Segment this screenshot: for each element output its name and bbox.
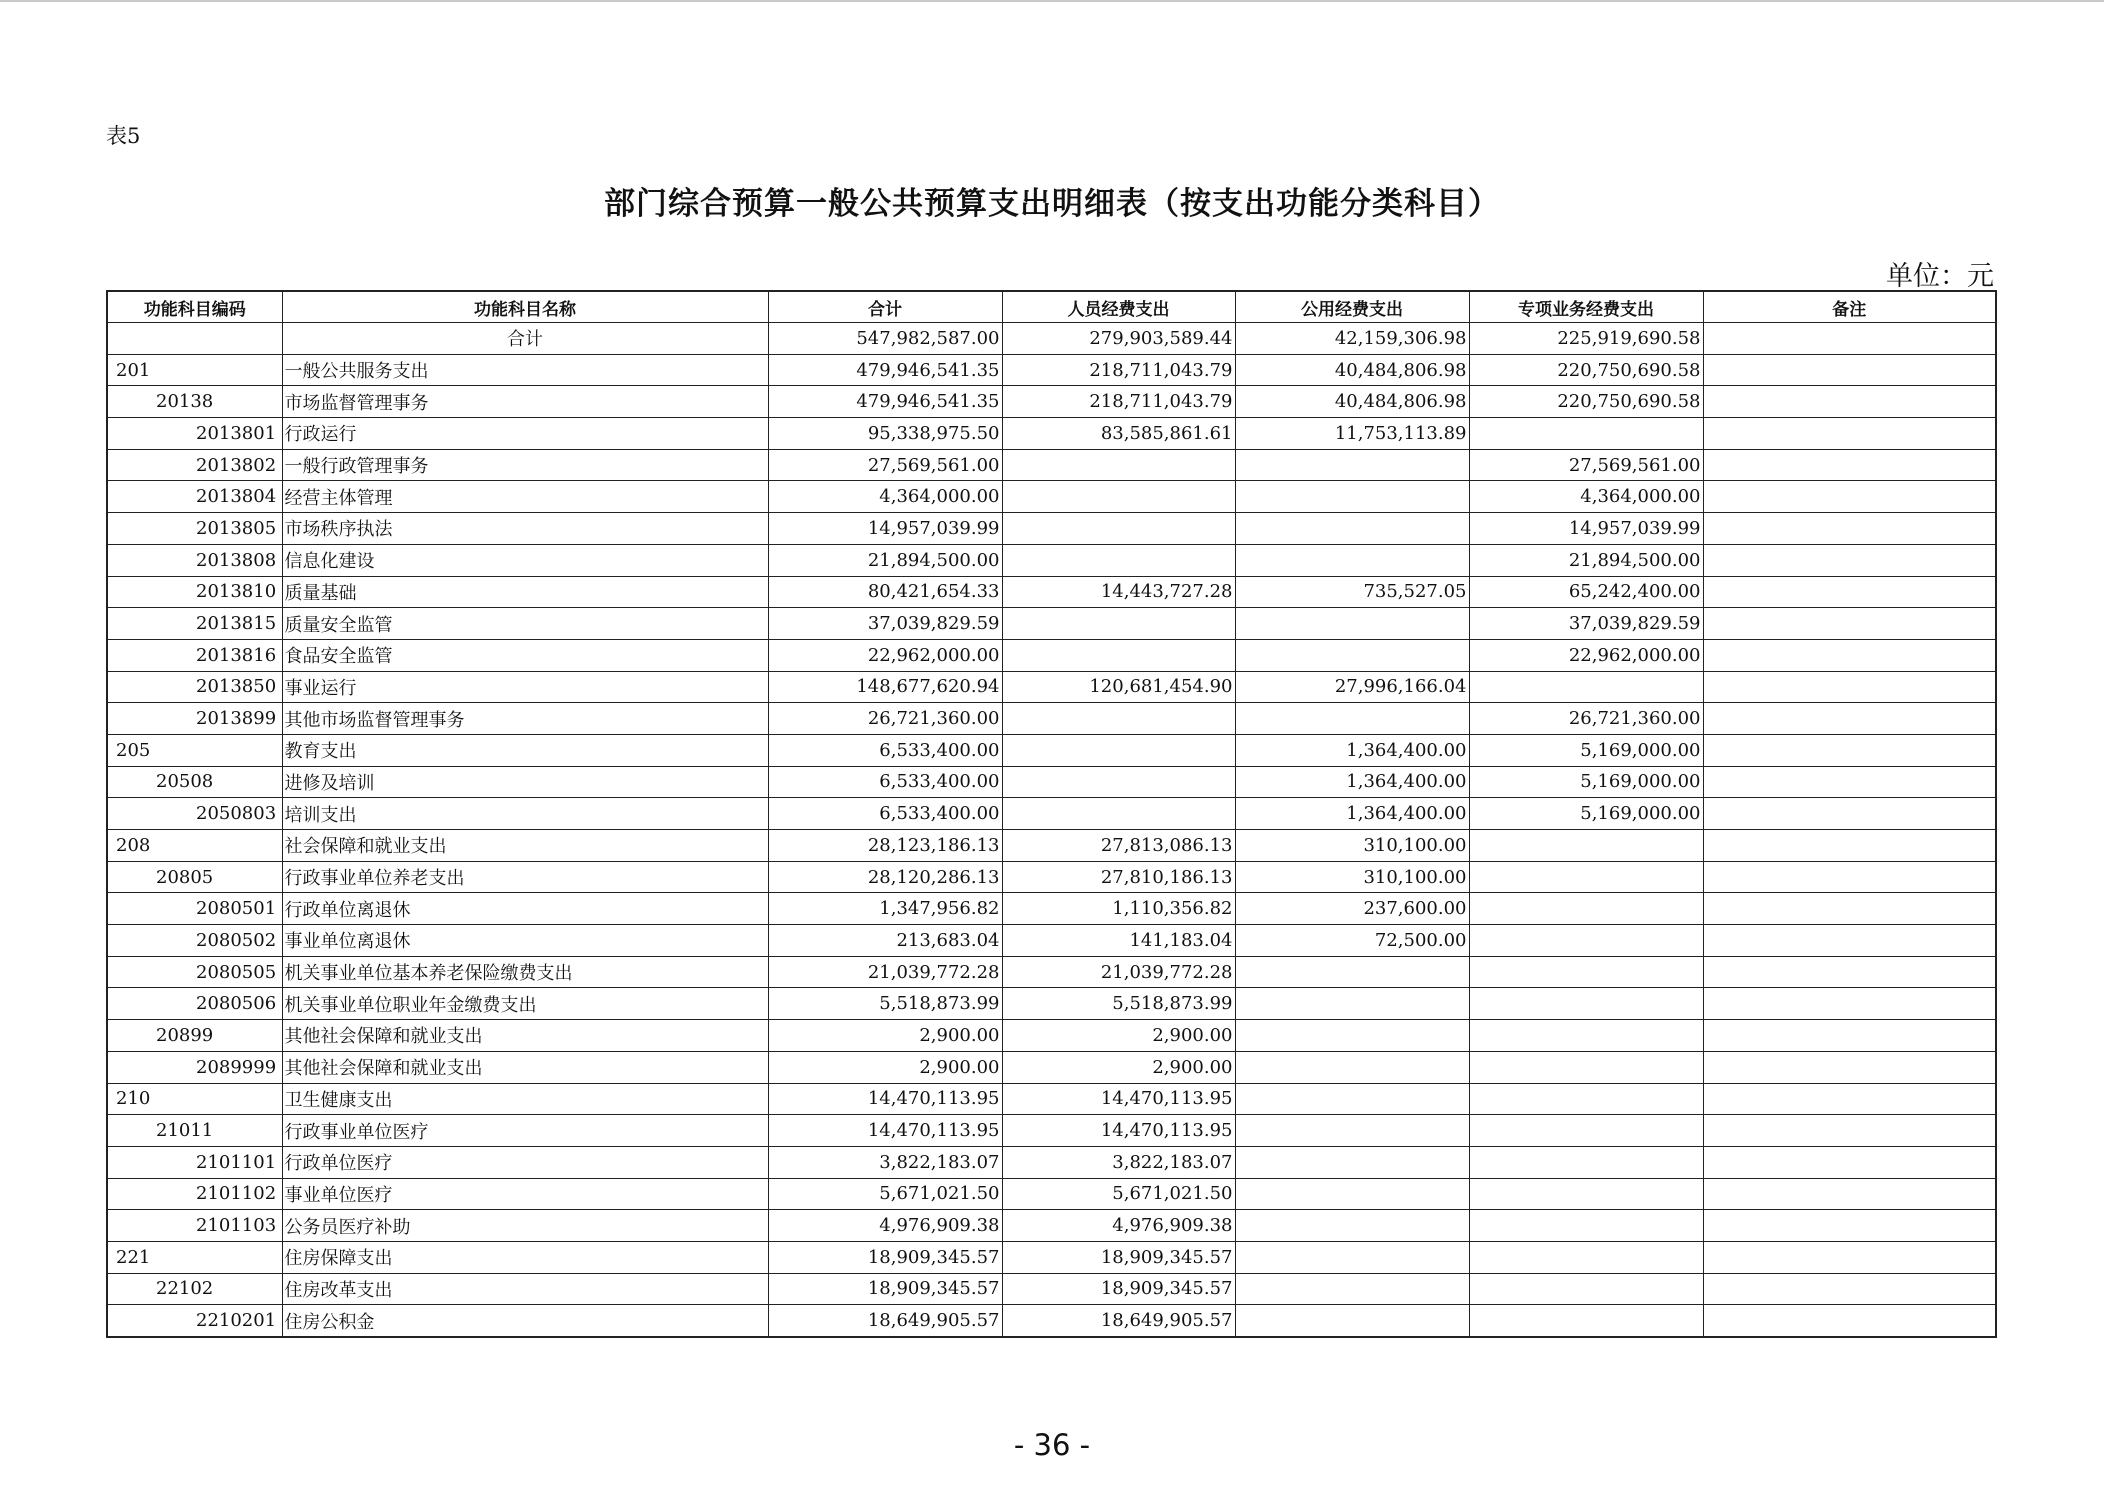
special-cell	[1469, 418, 1703, 450]
top-rule	[0, 0, 2104, 2]
note-cell	[1703, 1305, 1996, 1337]
special-cell	[1469, 1273, 1703, 1305]
name-cell: 事业单位医疗	[282, 1178, 768, 1210]
total-cell: 6,533,400.00	[768, 766, 1002, 798]
name-cell: 市场监督管理事务	[282, 386, 768, 418]
code-cell: 205	[107, 734, 282, 766]
special-cell: 37,039,829.59	[1469, 608, 1703, 640]
name-cell: 一般行政管理事务	[282, 449, 768, 481]
total-cell: 479,946,541.35	[768, 386, 1002, 418]
table-row	[107, 861, 1996, 893]
table-row	[107, 354, 1996, 386]
public-cell	[1235, 1115, 1469, 1147]
public-cell	[1235, 513, 1469, 545]
special-cell	[1469, 925, 1703, 957]
note-cell	[1703, 893, 1996, 925]
table-row	[107, 1020, 1996, 1052]
total-cell: 1,347,956.82	[768, 893, 1002, 925]
name-cell: 行政事业单位医疗	[282, 1115, 768, 1147]
personnel-cell	[1002, 608, 1235, 640]
table-row	[107, 513, 1996, 545]
personnel-cell	[1002, 449, 1235, 481]
name-cell: 事业运行	[282, 671, 768, 703]
note-cell	[1703, 449, 1996, 481]
total-cell: 6,533,400.00	[768, 798, 1002, 830]
special-cell	[1469, 1305, 1703, 1337]
special-cell: 21,894,500.00	[1469, 544, 1703, 576]
special-cell	[1469, 861, 1703, 893]
total-label-cell: 合计	[282, 323, 768, 355]
note-cell	[1703, 1210, 1996, 1242]
total-cell: 95,338,975.50	[768, 418, 1002, 450]
personnel-cell: 18,649,905.57	[1002, 1305, 1235, 1337]
table-row	[107, 830, 1996, 862]
table-row	[107, 1115, 1996, 1147]
public-cell	[1235, 956, 1469, 988]
column-header-name: 功能科目名称	[282, 291, 768, 323]
public-cell	[1235, 1051, 1469, 1083]
special-cell	[1469, 1115, 1703, 1147]
table-label: 表5	[106, 124, 141, 148]
note-cell	[1703, 988, 1996, 1020]
table-row	[107, 798, 1996, 830]
name-cell: 一般公共服务支出	[282, 354, 768, 386]
note-cell	[1703, 671, 1996, 703]
public-cell	[1235, 988, 1469, 1020]
public-cell: 735,527.05	[1235, 576, 1469, 608]
budget-table	[106, 290, 1997, 1338]
code-cell: 2013850	[107, 671, 282, 703]
table-row	[107, 956, 1996, 988]
total-cell: 148,677,620.94	[768, 671, 1002, 703]
public-cell	[1235, 1241, 1469, 1273]
special-cell	[1469, 1083, 1703, 1115]
name-cell: 住房公积金	[282, 1305, 768, 1337]
code-cell: 21011	[107, 1115, 282, 1147]
note-cell	[1703, 1051, 1996, 1083]
code-cell: 20138	[107, 386, 282, 418]
special-cell: 5,169,000.00	[1469, 734, 1703, 766]
personnel-cell	[1002, 766, 1235, 798]
note-cell	[1703, 576, 1996, 608]
table-row	[107, 608, 1996, 640]
name-cell: 行政单位医疗	[282, 1146, 768, 1178]
name-cell: 卫生健康支出	[282, 1083, 768, 1115]
public-cell	[1235, 703, 1469, 735]
code-cell: 221	[107, 1241, 282, 1273]
note-cell	[1703, 544, 1996, 576]
special-cell	[1469, 671, 1703, 703]
total-cell: 21,894,500.00	[768, 544, 1002, 576]
note-cell	[1703, 1241, 1996, 1273]
code-cell: 2080506	[107, 988, 282, 1020]
total-cell: 14,957,039.99	[768, 513, 1002, 545]
code-cell: 2080502	[107, 925, 282, 957]
total-cell: 479,946,541.35	[768, 354, 1002, 386]
personnel-cell: 21,039,772.28	[1002, 956, 1235, 988]
code-cell: 20899	[107, 1020, 282, 1052]
note-cell	[1703, 861, 1996, 893]
name-cell: 社会保障和就业支出	[282, 830, 768, 862]
note-cell	[1703, 956, 1996, 988]
public-cell	[1235, 1305, 1469, 1337]
total-cell: 5,518,873.99	[768, 988, 1002, 1020]
personnel-cell: 218,711,043.79	[1002, 386, 1235, 418]
table-row	[107, 925, 1996, 957]
code-cell: 22102	[107, 1273, 282, 1305]
code-cell: 2089999	[107, 1051, 282, 1083]
total-cell: 18,909,345.57	[768, 1273, 1002, 1305]
table-row	[107, 893, 1996, 925]
public-cell	[1235, 639, 1469, 671]
table-row	[107, 1273, 1996, 1305]
special-cell: 22,962,000.00	[1469, 639, 1703, 671]
total-code-cell	[107, 323, 282, 355]
note-cell	[1703, 925, 1996, 957]
code-cell: 2013816	[107, 639, 282, 671]
name-cell: 住房改革支出	[282, 1273, 768, 1305]
code-cell: 2080501	[107, 893, 282, 925]
code-cell: 208	[107, 830, 282, 862]
public-cell	[1235, 608, 1469, 640]
personnel-cell: 2,900.00	[1002, 1051, 1235, 1083]
personnel-cell: 2,900.00	[1002, 1020, 1235, 1052]
code-cell: 2013804	[107, 481, 282, 513]
table-row	[107, 481, 1996, 513]
total-cell: 6,533,400.00	[768, 734, 1002, 766]
total-cell: 14,470,113.95	[768, 1083, 1002, 1115]
name-cell: 食品安全监管	[282, 639, 768, 671]
total-sum-cell: 547,982,587.00	[768, 323, 1002, 355]
public-cell: 40,484,806.98	[1235, 354, 1469, 386]
personnel-cell	[1002, 481, 1235, 513]
public-cell: 1,364,400.00	[1235, 798, 1469, 830]
table-row	[107, 671, 1996, 703]
name-cell: 质量基础	[282, 576, 768, 608]
public-cell	[1235, 481, 1469, 513]
total-cell: 18,909,345.57	[768, 1241, 1002, 1273]
table-row	[107, 576, 1996, 608]
name-cell: 住房保障支出	[282, 1241, 768, 1273]
table-row	[107, 639, 1996, 671]
personnel-cell	[1002, 734, 1235, 766]
note-cell	[1703, 734, 1996, 766]
code-cell: 2101101	[107, 1146, 282, 1178]
note-cell	[1703, 481, 1996, 513]
total-cell: 2,900.00	[768, 1020, 1002, 1052]
total-public-cell: 42,159,306.98	[1235, 323, 1469, 355]
table-row	[107, 1210, 1996, 1242]
code-cell: 20508	[107, 766, 282, 798]
table-row	[107, 1305, 1996, 1337]
code-cell: 2101102	[107, 1178, 282, 1210]
column-header-code: 功能科目编码	[107, 291, 282, 323]
total-cell: 28,120,286.13	[768, 861, 1002, 893]
personnel-cell: 4,976,909.38	[1002, 1210, 1235, 1242]
personnel-cell: 5,671,021.50	[1002, 1178, 1235, 1210]
special-cell: 5,169,000.00	[1469, 766, 1703, 798]
note-cell	[1703, 513, 1996, 545]
special-cell: 65,242,400.00	[1469, 576, 1703, 608]
note-cell	[1703, 798, 1996, 830]
table-row	[107, 449, 1996, 481]
name-cell: 市场秩序执法	[282, 513, 768, 545]
public-cell: 310,100.00	[1235, 830, 1469, 862]
personnel-cell: 83,585,861.61	[1002, 418, 1235, 450]
note-cell	[1703, 1115, 1996, 1147]
total-cell: 21,039,772.28	[768, 956, 1002, 988]
personnel-cell: 14,470,113.95	[1002, 1115, 1235, 1147]
name-cell: 进修及培训	[282, 766, 768, 798]
total-cell: 4,364,000.00	[768, 481, 1002, 513]
column-header-personnel: 人员经费支出	[1002, 291, 1235, 323]
special-cell	[1469, 1051, 1703, 1083]
table-row	[107, 1178, 1996, 1210]
name-cell: 培训支出	[282, 798, 768, 830]
name-cell: 机关事业单位职业年金缴费支出	[282, 988, 768, 1020]
table-row	[107, 1241, 1996, 1273]
personnel-cell	[1002, 639, 1235, 671]
table-row	[107, 766, 1996, 798]
personnel-cell: 5,518,873.99	[1002, 988, 1235, 1020]
table-row	[107, 544, 1996, 576]
public-cell: 310,100.00	[1235, 861, 1469, 893]
note-cell	[1703, 1146, 1996, 1178]
total-cell: 5,671,021.50	[768, 1178, 1002, 1210]
public-cell: 1,364,400.00	[1235, 766, 1469, 798]
personnel-cell: 27,810,186.13	[1002, 861, 1235, 893]
special-cell	[1469, 1210, 1703, 1242]
column-header-note: 备注	[1703, 291, 1996, 323]
note-cell	[1703, 608, 1996, 640]
name-cell: 机关事业单位基本养老保险缴费支出	[282, 956, 768, 988]
total-cell: 26,721,360.00	[768, 703, 1002, 735]
special-cell	[1469, 1178, 1703, 1210]
table-row	[107, 1051, 1996, 1083]
total-cell: 213,683.04	[768, 925, 1002, 957]
note-cell	[1703, 1083, 1996, 1115]
personnel-cell: 18,909,345.57	[1002, 1273, 1235, 1305]
public-cell	[1235, 1210, 1469, 1242]
note-cell	[1703, 1273, 1996, 1305]
name-cell: 经营主体管理	[282, 481, 768, 513]
public-cell	[1235, 1020, 1469, 1052]
special-cell: 220,750,690.58	[1469, 386, 1703, 418]
public-cell	[1235, 1083, 1469, 1115]
code-cell: 210	[107, 1083, 282, 1115]
code-cell: 2013810	[107, 576, 282, 608]
total-cell: 22,962,000.00	[768, 639, 1002, 671]
code-cell: 2210201	[107, 1305, 282, 1337]
note-cell	[1703, 766, 1996, 798]
special-cell: 14,957,039.99	[1469, 513, 1703, 545]
note-cell	[1703, 418, 1996, 450]
document-title: 部门综合预算一般公共预算支出明细表（按支出功能分类科目）	[604, 186, 1500, 222]
column-header-total: 合计	[768, 291, 1002, 323]
public-cell: 27,996,166.04	[1235, 671, 1469, 703]
code-cell: 2080505	[107, 956, 282, 988]
column-header-public: 公用经费支出	[1235, 291, 1469, 323]
personnel-cell: 14,470,113.95	[1002, 1083, 1235, 1115]
personnel-cell	[1002, 703, 1235, 735]
name-cell: 其他市场监督管理事务	[282, 703, 768, 735]
name-cell: 教育支出	[282, 734, 768, 766]
personnel-cell: 3,822,183.07	[1002, 1146, 1235, 1178]
special-cell: 26,721,360.00	[1469, 703, 1703, 735]
name-cell: 公务员医疗补助	[282, 1210, 768, 1242]
special-cell	[1469, 1146, 1703, 1178]
personnel-cell: 1,110,356.82	[1002, 893, 1235, 925]
code-cell: 201	[107, 354, 282, 386]
total-cell: 3,822,183.07	[768, 1146, 1002, 1178]
name-cell: 其他社会保障和就业支出	[282, 1051, 768, 1083]
total-row	[107, 323, 1996, 355]
total-cell: 14,470,113.95	[768, 1115, 1002, 1147]
public-cell	[1235, 1178, 1469, 1210]
personnel-cell: 18,909,345.57	[1002, 1241, 1235, 1273]
table-row	[107, 703, 1996, 735]
table-row	[107, 988, 1996, 1020]
total-cell: 4,976,909.38	[768, 1210, 1002, 1242]
public-cell: 1,364,400.00	[1235, 734, 1469, 766]
name-cell: 行政事业单位养老支出	[282, 861, 768, 893]
code-cell: 2013808	[107, 544, 282, 576]
public-cell: 40,484,806.98	[1235, 386, 1469, 418]
personnel-cell	[1002, 513, 1235, 545]
total-personnel-cell: 279,903,589.44	[1002, 323, 1235, 355]
note-cell	[1703, 1178, 1996, 1210]
total-cell: 18,649,905.57	[768, 1305, 1002, 1337]
name-cell: 信息化建设	[282, 544, 768, 576]
code-cell: 2013805	[107, 513, 282, 545]
public-cell	[1235, 544, 1469, 576]
personnel-cell: 141,183.04	[1002, 925, 1235, 957]
special-cell	[1469, 988, 1703, 1020]
total-cell: 28,123,186.13	[768, 830, 1002, 862]
code-cell: 2101103	[107, 1210, 282, 1242]
header-row	[107, 291, 1996, 323]
note-cell	[1703, 639, 1996, 671]
column-header-special: 专项业务经费支出	[1469, 291, 1703, 323]
personnel-cell	[1002, 544, 1235, 576]
note-cell	[1703, 1020, 1996, 1052]
public-cell: 237,600.00	[1235, 893, 1469, 925]
total-note-cell	[1703, 323, 1996, 355]
total-cell: 27,569,561.00	[768, 449, 1002, 481]
special-cell	[1469, 1020, 1703, 1052]
table-row	[107, 1146, 1996, 1178]
public-cell: 11,753,113.89	[1235, 418, 1469, 450]
special-cell	[1469, 1241, 1703, 1273]
personnel-cell: 14,443,727.28	[1002, 576, 1235, 608]
table-row	[107, 734, 1996, 766]
personnel-cell: 120,681,454.90	[1002, 671, 1235, 703]
total-special-cell: 225,919,690.58	[1469, 323, 1703, 355]
special-cell: 220,750,690.58	[1469, 354, 1703, 386]
name-cell: 行政运行	[282, 418, 768, 450]
public-cell: 72,500.00	[1235, 925, 1469, 957]
personnel-cell: 218,711,043.79	[1002, 354, 1235, 386]
table-row	[107, 1083, 1996, 1115]
name-cell: 事业单位离退休	[282, 925, 768, 957]
note-cell	[1703, 386, 1996, 418]
total-cell: 80,421,654.33	[768, 576, 1002, 608]
special-cell	[1469, 956, 1703, 988]
name-cell: 质量安全监管	[282, 608, 768, 640]
code-cell: 2013801	[107, 418, 282, 450]
special-cell: 4,364,000.00	[1469, 481, 1703, 513]
code-cell: 2013802	[107, 449, 282, 481]
special-cell	[1469, 830, 1703, 862]
code-cell: 2013899	[107, 703, 282, 735]
total-cell: 37,039,829.59	[768, 608, 1002, 640]
code-cell: 2013815	[107, 608, 282, 640]
personnel-cell	[1002, 798, 1235, 830]
code-cell: 2050803	[107, 798, 282, 830]
table-row	[107, 386, 1996, 418]
personnel-cell: 27,813,086.13	[1002, 830, 1235, 862]
special-cell: 5,169,000.00	[1469, 798, 1703, 830]
public-cell	[1235, 1273, 1469, 1305]
note-cell	[1703, 830, 1996, 862]
special-cell: 27,569,561.00	[1469, 449, 1703, 481]
code-cell: 20805	[107, 861, 282, 893]
special-cell	[1469, 893, 1703, 925]
name-cell: 行政单位离退休	[282, 893, 768, 925]
unit-label: 单位：元	[1886, 261, 1994, 292]
total-cell: 2,900.00	[768, 1051, 1002, 1083]
public-cell	[1235, 449, 1469, 481]
name-cell: 其他社会保障和就业支出	[282, 1020, 768, 1052]
note-cell	[1703, 354, 1996, 386]
page-number: - 36 -	[1013, 1428, 1091, 1462]
public-cell	[1235, 1146, 1469, 1178]
note-cell	[1703, 703, 1996, 735]
table-row	[107, 418, 1996, 450]
